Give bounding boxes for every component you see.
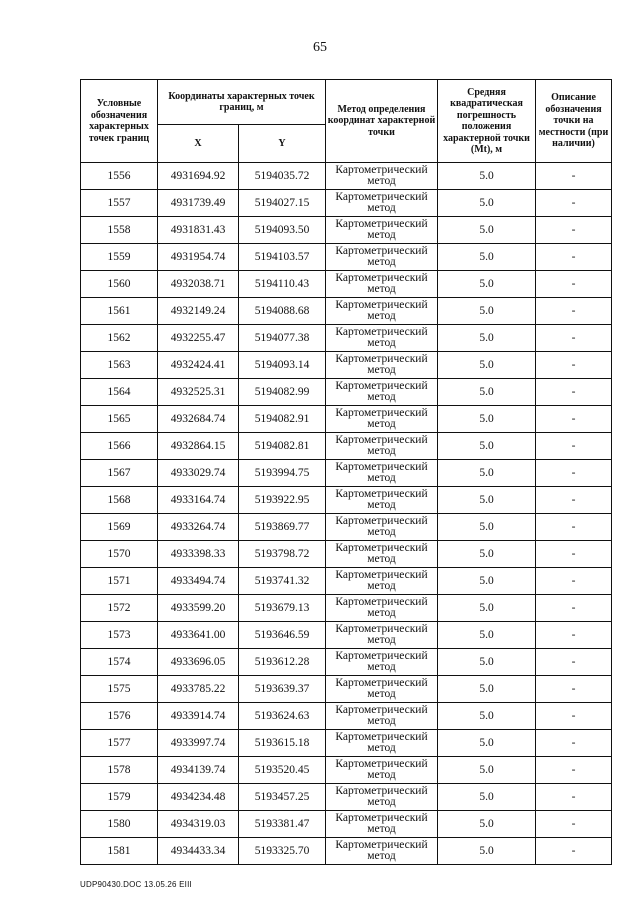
description-cell: - xyxy=(536,352,612,379)
error-cell: 5.0 xyxy=(438,703,536,730)
y-coordinate-cell: 5193639.37 xyxy=(239,676,326,703)
error-cell: 5.0 xyxy=(438,568,536,595)
table-row xyxy=(81,514,612,541)
error-cell: 5.0 xyxy=(438,433,536,460)
description-cell: - xyxy=(536,433,612,460)
x-coordinate-cell: 4934139.74 xyxy=(158,757,239,784)
point-id-cell: 1572 xyxy=(81,595,158,622)
error-cell: 5.0 xyxy=(438,541,536,568)
point-id-cell: 1571 xyxy=(81,568,158,595)
method-cell: Картометрический метод xyxy=(326,649,438,676)
description-cell: - xyxy=(536,163,612,190)
x-coordinate-cell: 4932424.41 xyxy=(158,352,239,379)
y-coordinate-cell: 5194093.50 xyxy=(239,217,326,244)
method-cell: Картометрический метод xyxy=(326,730,438,757)
error-cell: 5.0 xyxy=(438,379,536,406)
x-coordinate-cell: 4932038.71 xyxy=(158,271,239,298)
method-cell: Картометрический метод xyxy=(326,325,438,352)
x-coordinate-cell: 4933494.74 xyxy=(158,568,239,595)
point-id-cell: 1578 xyxy=(81,757,158,784)
point-id-cell: 1560 xyxy=(81,271,158,298)
error-cell: 5.0 xyxy=(438,838,536,865)
description-cell: - xyxy=(536,622,612,649)
description-cell: - xyxy=(536,595,612,622)
error-cell: 5.0 xyxy=(438,271,536,298)
description-cell: - xyxy=(536,703,612,730)
point-id-cell: 1575 xyxy=(81,676,158,703)
method-cell: Картометрический метод xyxy=(326,757,438,784)
x-coordinate-cell: 4933398.33 xyxy=(158,541,239,568)
method-cell: Картометрический метод xyxy=(326,541,438,568)
method-cell: Картометрический метод xyxy=(326,676,438,703)
table-row xyxy=(81,352,612,379)
point-id-cell: 1558 xyxy=(81,217,158,244)
description-cell: - xyxy=(536,649,612,676)
description-cell: - xyxy=(536,514,612,541)
footer-code: UDP90430.DOC 13.05.26 EIII xyxy=(80,880,192,889)
point-id-cell: 1579 xyxy=(81,784,158,811)
y-coordinate-cell: 5194077.38 xyxy=(239,325,326,352)
method-cell: Картометрический метод xyxy=(326,622,438,649)
error-cell: 5.0 xyxy=(438,595,536,622)
table-row xyxy=(81,568,612,595)
x-coordinate-cell: 4932864.15 xyxy=(158,433,239,460)
x-coordinate-cell: 4934319.03 xyxy=(158,811,239,838)
error-cell: 5.0 xyxy=(438,811,536,838)
header-coordinates: Координаты характерных точек границ, м xyxy=(158,80,326,125)
header-x: X xyxy=(158,125,239,163)
y-coordinate-cell: 5193624.63 xyxy=(239,703,326,730)
y-coordinate-cell: 5194110.43 xyxy=(239,271,326,298)
method-cell: Картометрический метод xyxy=(326,217,438,244)
table-row xyxy=(81,757,612,784)
point-id-cell: 1573 xyxy=(81,622,158,649)
table-row xyxy=(81,541,612,568)
page-number: 65 xyxy=(313,40,327,55)
x-coordinate-cell: 4933029.74 xyxy=(158,460,239,487)
x-coordinate-cell: 4933641.00 xyxy=(158,622,239,649)
point-id-cell: 1561 xyxy=(81,298,158,325)
point-id-cell: 1574 xyxy=(81,649,158,676)
x-coordinate-cell: 4933164.74 xyxy=(158,487,239,514)
method-cell: Картометрический метод xyxy=(326,487,438,514)
table-row xyxy=(81,163,612,190)
table-row xyxy=(81,703,612,730)
table-row xyxy=(81,298,612,325)
point-id-cell: 1563 xyxy=(81,352,158,379)
y-coordinate-cell: 5194093.14 xyxy=(239,352,326,379)
table-row xyxy=(81,406,612,433)
y-coordinate-cell: 5193381.47 xyxy=(239,811,326,838)
x-coordinate-cell: 4931954.74 xyxy=(158,244,239,271)
header-error: Средняя квадратическая погрешность положения характерной точки (Mt), м xyxy=(438,80,536,163)
description-cell: - xyxy=(536,325,612,352)
x-coordinate-cell: 4932684.74 xyxy=(158,406,239,433)
point-id-cell: 1581 xyxy=(81,838,158,865)
method-cell: Картометрический метод xyxy=(326,271,438,298)
point-id-cell: 1569 xyxy=(81,514,158,541)
error-cell: 5.0 xyxy=(438,784,536,811)
point-id-cell: 1565 xyxy=(81,406,158,433)
error-cell: 5.0 xyxy=(438,406,536,433)
point-id-cell: 1576 xyxy=(81,703,158,730)
table-row xyxy=(81,379,612,406)
x-coordinate-cell: 4934433.34 xyxy=(158,838,239,865)
table-row xyxy=(81,838,612,865)
table-row xyxy=(81,784,612,811)
y-coordinate-cell: 5194103.57 xyxy=(239,244,326,271)
y-coordinate-cell: 5194082.81 xyxy=(239,433,326,460)
y-coordinate-cell: 5194027.15 xyxy=(239,190,326,217)
x-coordinate-cell: 4933997.74 xyxy=(158,730,239,757)
y-coordinate-cell: 5193457.25 xyxy=(239,784,326,811)
error-cell: 5.0 xyxy=(438,244,536,271)
header-method: Метод определения координат характерной точки xyxy=(326,80,438,163)
y-coordinate-cell: 5193646.59 xyxy=(239,622,326,649)
method-cell: Картометрический метод xyxy=(326,433,438,460)
description-cell: - xyxy=(536,460,612,487)
table-row xyxy=(81,487,612,514)
method-cell: Картометрический метод xyxy=(326,379,438,406)
error-cell: 5.0 xyxy=(438,514,536,541)
error-cell: 5.0 xyxy=(438,649,536,676)
description-cell: - xyxy=(536,190,612,217)
table-row xyxy=(81,433,612,460)
x-coordinate-cell: 4933696.05 xyxy=(158,649,239,676)
table-row xyxy=(81,811,612,838)
table-row xyxy=(81,217,612,244)
description-cell: - xyxy=(536,487,612,514)
method-cell: Картометрический метод xyxy=(326,514,438,541)
error-cell: 5.0 xyxy=(438,298,536,325)
description-cell: - xyxy=(536,406,612,433)
x-coordinate-cell: 4931739.49 xyxy=(158,190,239,217)
description-cell: - xyxy=(536,379,612,406)
x-coordinate-cell: 4933264.74 xyxy=(158,514,239,541)
error-cell: 5.0 xyxy=(438,487,536,514)
description-cell: - xyxy=(536,757,612,784)
y-coordinate-cell: 5194082.99 xyxy=(239,379,326,406)
x-coordinate-cell: 4933785.22 xyxy=(158,676,239,703)
description-cell: - xyxy=(536,271,612,298)
description-cell: - xyxy=(536,244,612,271)
error-cell: 5.0 xyxy=(438,190,536,217)
point-id-cell: 1556 xyxy=(81,163,158,190)
x-coordinate-cell: 4932149.24 xyxy=(158,298,239,325)
method-cell: Картометрический метод xyxy=(326,298,438,325)
point-id-cell: 1567 xyxy=(81,460,158,487)
x-coordinate-cell: 4933914.74 xyxy=(158,703,239,730)
x-coordinate-cell: 4934234.48 xyxy=(158,784,239,811)
table-row xyxy=(81,244,612,271)
y-coordinate-cell: 5193741.32 xyxy=(239,568,326,595)
x-coordinate-cell: 4932255.47 xyxy=(158,325,239,352)
table-row xyxy=(81,271,612,298)
point-id-cell: 1564 xyxy=(81,379,158,406)
point-id-cell: 1580 xyxy=(81,811,158,838)
description-cell: - xyxy=(536,217,612,244)
error-cell: 5.0 xyxy=(438,460,536,487)
table-row xyxy=(81,622,612,649)
y-coordinate-cell: 5193994.75 xyxy=(239,460,326,487)
x-coordinate-cell: 4931831.43 xyxy=(158,217,239,244)
table-row xyxy=(81,190,612,217)
table-row xyxy=(81,676,612,703)
point-id-cell: 1568 xyxy=(81,487,158,514)
error-cell: 5.0 xyxy=(438,622,536,649)
description-cell: - xyxy=(536,298,612,325)
coordinates-table xyxy=(80,79,612,865)
method-cell: Картометрический метод xyxy=(326,703,438,730)
table-row xyxy=(81,595,612,622)
error-cell: 5.0 xyxy=(438,217,536,244)
error-cell: 5.0 xyxy=(438,163,536,190)
table-row xyxy=(81,730,612,757)
point-id-cell: 1570 xyxy=(81,541,158,568)
table-row xyxy=(81,460,612,487)
x-coordinate-cell: 4933599.20 xyxy=(158,595,239,622)
description-cell: - xyxy=(536,568,612,595)
method-cell: Картометрический метод xyxy=(326,244,438,271)
y-coordinate-cell: 5193615.18 xyxy=(239,730,326,757)
header-y: Y xyxy=(239,125,326,163)
x-coordinate-cell: 4931694.92 xyxy=(158,163,239,190)
y-coordinate-cell: 5194088.68 xyxy=(239,298,326,325)
method-cell: Картометрический метод xyxy=(326,163,438,190)
header-point: Условные обозначения характерных точек границ xyxy=(81,80,158,163)
y-coordinate-cell: 5193612.28 xyxy=(239,649,326,676)
description-cell: - xyxy=(536,676,612,703)
error-cell: 5.0 xyxy=(438,757,536,784)
error-cell: 5.0 xyxy=(438,676,536,703)
error-cell: 5.0 xyxy=(438,352,536,379)
table-row xyxy=(81,649,612,676)
y-coordinate-cell: 5193325.70 xyxy=(239,838,326,865)
y-coordinate-cell: 5193869.77 xyxy=(239,514,326,541)
header-description: Описание обозначения точки на местности (при наличии) xyxy=(536,80,612,163)
description-cell: - xyxy=(536,730,612,757)
description-cell: - xyxy=(536,811,612,838)
method-cell: Картометрический метод xyxy=(326,595,438,622)
error-cell: 5.0 xyxy=(438,730,536,757)
point-id-cell: 1566 xyxy=(81,433,158,460)
error-cell: 5.0 xyxy=(438,325,536,352)
method-cell: Картометрический метод xyxy=(326,784,438,811)
point-id-cell: 1562 xyxy=(81,325,158,352)
point-id-cell: 1559 xyxy=(81,244,158,271)
method-cell: Картометрический метод xyxy=(326,460,438,487)
point-id-cell: 1577 xyxy=(81,730,158,757)
y-coordinate-cell: 5193922.95 xyxy=(239,487,326,514)
y-coordinate-cell: 5193520.45 xyxy=(239,757,326,784)
description-cell: - xyxy=(536,541,612,568)
y-coordinate-cell: 5193679.13 xyxy=(239,595,326,622)
y-coordinate-cell: 5194035.72 xyxy=(239,163,326,190)
method-cell: Картометрический метод xyxy=(326,811,438,838)
description-cell: - xyxy=(536,838,612,865)
table-body xyxy=(81,163,612,865)
method-cell: Картометрический метод xyxy=(326,352,438,379)
point-id-cell: 1557 xyxy=(81,190,158,217)
x-coordinate-cell: 4932525.31 xyxy=(158,379,239,406)
description-cell: - xyxy=(536,784,612,811)
method-cell: Картометрический метод xyxy=(326,406,438,433)
method-cell: Картометрический метод xyxy=(326,190,438,217)
table-row xyxy=(81,325,612,352)
y-coordinate-cell: 5193798.72 xyxy=(239,541,326,568)
method-cell: Картометрический метод xyxy=(326,838,438,865)
method-cell: Картометрический метод xyxy=(326,568,438,595)
y-coordinate-cell: 5194082.91 xyxy=(239,406,326,433)
